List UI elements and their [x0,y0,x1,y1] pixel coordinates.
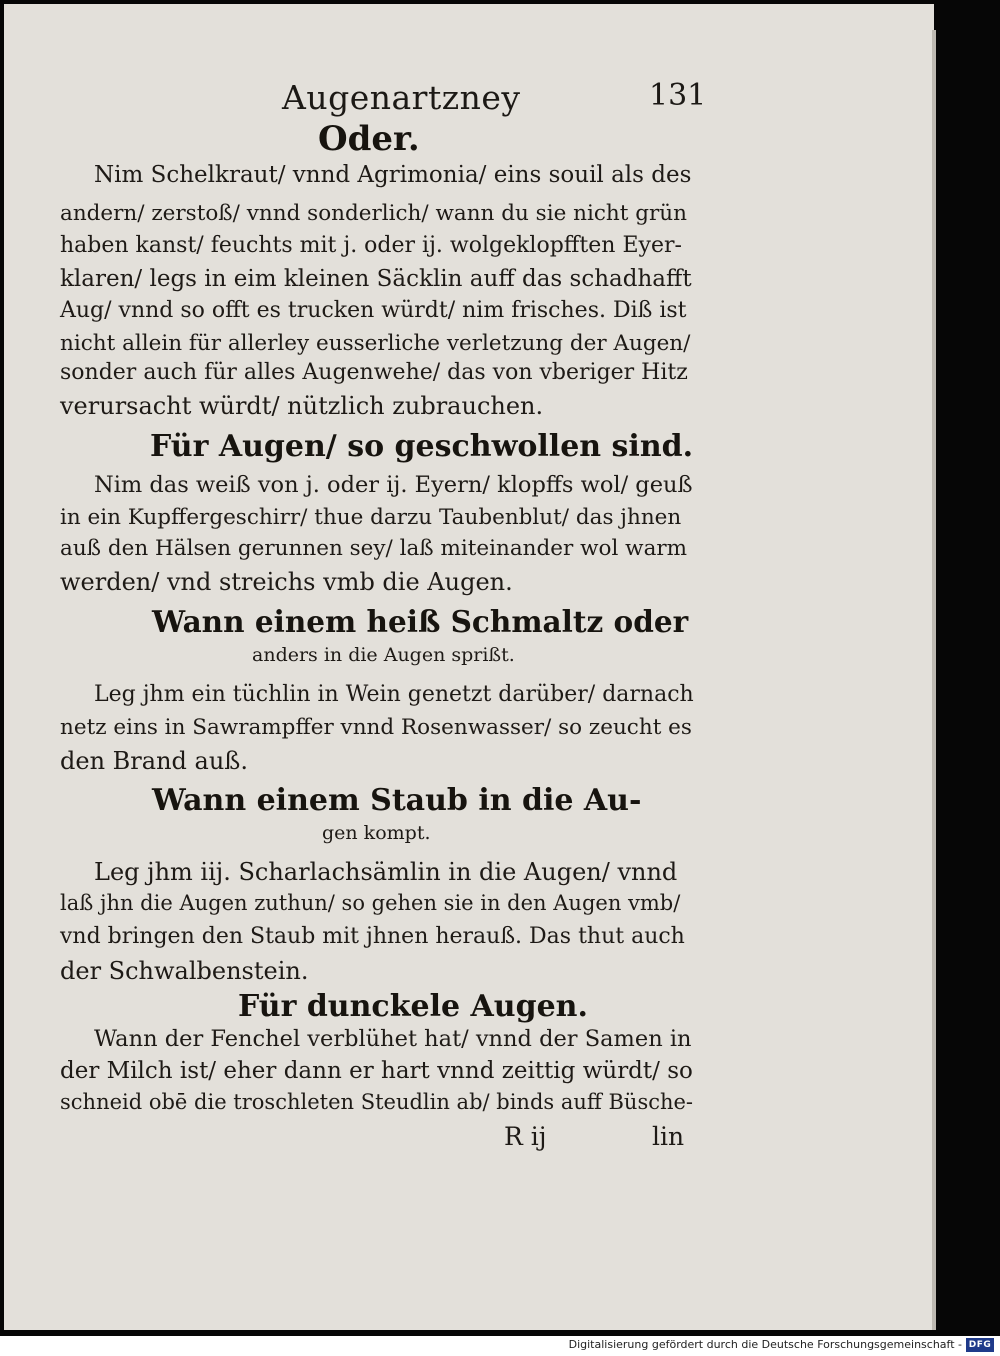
book-page [4,4,934,1330]
text-line: nicht allein für allerley eusserliche verletzung der Augen/ [60,331,691,356]
text-line: sonder auch für alles Augenwehe/ das von vberiger Hitz [60,360,688,385]
text-line: Aug/ vnnd so offt es trucken würdt/ nim frisches. Diß ist [60,298,687,323]
text-line: der Milch ist/ eher dann er hart vnnd zeittig würdt/ so [60,1058,693,1084]
text-line: schneid obē die troschleten Steudlin ab/ binds auff Büsche- [60,1090,694,1114]
text-line: netz eins in Sawrampffer vnnd Rosenwasser/ so zeucht es [60,715,692,740]
dfg-logo: DFG [966,1338,994,1352]
text-line: Leg jhm iij. Scharlachsämlin in die Augen/ vnnd [94,858,678,886]
subheading-schmaltz: anders in die Augen sprißt. [252,644,515,666]
footer-bar [0,1336,1000,1356]
heading-staub: Wann einem Staub in die Au- [152,783,642,818]
text-line: haben kanst/ feuchts mit j. oder ij. wolgeklopfften Eyer- [60,233,682,258]
text-line: klaren/ legs in eim kleinen Säcklin auff das schadhafft [60,266,692,292]
subheading-staub: gen kompt. [322,822,431,844]
page-edge-shadow [932,30,936,1330]
running-head: Augenartzney [282,78,521,117]
page-number: 131 [649,78,707,113]
text-line: der Schwalbenstein. [60,957,309,985]
text-line: verursacht würdt/ nützlich zubrauchen. [60,392,544,420]
heading-geschwollen: Für Augen/ so geschwollen sind. [150,429,694,464]
signature-mark: R ij [504,1122,547,1151]
text-line: Nim das weiß von j. oder ij. Eyern/ klopffs wol/ geuß [94,472,693,498]
text-line: den Brand auß. [60,747,248,775]
text-line: vnd bringen den Staub mit jhnen herauß. Das thut auch [60,924,685,949]
text-line: Wann der Fenchel verblühet hat/ vnnd der Samen in [94,1026,692,1052]
heading-dunckele: Für dunckele Augen. [238,989,588,1024]
heading-oder: Oder. [318,119,420,159]
text-line: werden/ vnd streichs vmb die Augen. [60,568,513,596]
footer-text: Digitalisierung gefördert durch die Deutsche Forschungsgemeinschaft - [568,1338,962,1351]
text-line: auß den Hälsen gerunnen sey/ laß miteinander wol warm [60,536,688,561]
text-line: in ein Kupffergeschirr/ thue darzu Taubenblut/ das jhnen [60,505,682,530]
text-line: Leg jhm ein tüchlin in Wein genetzt darüber/ darnach [94,682,694,707]
text-line: laß jhn die Augen zuthun/ so gehen sie in den Augen vmb/ [60,891,681,915]
catchword: lin [652,1122,685,1151]
text-line: Nim Schelkraut/ vnnd Agrimonia/ eins souil als des [94,162,692,188]
heading-schmaltz: Wann einem heiß Schmaltz oder [152,604,689,639]
text-line: andern/ zerstoß/ vnnd sonderlich/ wann du sie nicht grün [60,201,687,226]
